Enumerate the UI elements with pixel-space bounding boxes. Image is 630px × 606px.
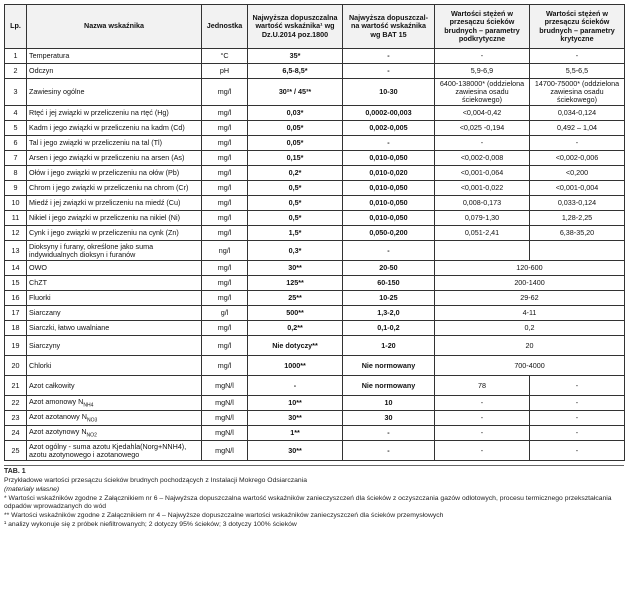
table-number: TAB. 1: [4, 468, 26, 476]
table-row: [5, 241, 625, 261]
cell-lp: 16: [5, 291, 27, 306]
cell-name: Ołów i jego związki w przeliczeniu na ołów (Pb): [27, 166, 202, 181]
cell-dz: 6,5-8,5*: [248, 64, 343, 79]
cell-dz: 0,3*: [248, 241, 343, 261]
cell-unit: mgN/l: [202, 396, 248, 411]
cell-unit: mg/l: [202, 196, 248, 211]
table-row: [5, 261, 625, 276]
cell-dz: 30**: [248, 261, 343, 276]
cell-name: [27, 396, 202, 411]
table-row: [5, 64, 625, 79]
cell-subcritical: -: [435, 396, 530, 411]
cell-critical: 0,034-0,124: [530, 106, 625, 121]
cell-name: Nikiel i jego związki w przeliczeniu na nikiel (Ni): [27, 211, 202, 226]
cell-range-merged: 700-4000: [435, 356, 625, 376]
nitrogen-subscript: NO2: [86, 432, 97, 439]
cell-unit: mg/l: [202, 336, 248, 356]
cell-lp: 13: [5, 241, 27, 261]
cell-name: Cynk i jego związki w przeliczeniu na cynk (Zn): [27, 226, 202, 241]
cell-unit: mgN/l: [202, 411, 248, 426]
cell-range-merged: 4-11: [435, 306, 625, 321]
name-text: Azot azotynowy: [29, 426, 80, 436]
cell-lp: 12: [5, 226, 27, 241]
cell-name: Siarczki, łatwo uwalniane: [27, 321, 202, 336]
cell-unit: mgN/l: [202, 426, 248, 441]
cell-lp: 5: [5, 121, 27, 136]
cell-bat: 10-25: [343, 291, 435, 306]
cell-critical: <0,200: [530, 166, 625, 181]
cell-subcritical: -: [435, 49, 530, 64]
cell-critical: 14700-75000* (oddzielona zawiesina osadu ściekowego): [530, 79, 625, 106]
cell-lp: 11: [5, 211, 27, 226]
header-subcritical: Wartości stężeń w przesączu ścieków brudnych – parametry podkrytyczne: [435, 5, 530, 49]
cell-dz: 1,5*: [248, 226, 343, 241]
table-row: [5, 336, 625, 356]
cell-unit: mg/l: [202, 136, 248, 151]
cell-unit: mg/l: [202, 356, 248, 376]
nitrogen-subscript: NH4: [83, 402, 94, 409]
cell-range-merged: 29-62: [435, 291, 625, 306]
cell-subcritical: -: [435, 441, 530, 461]
cell-subcritical: -: [435, 426, 530, 441]
cell-subcritical: <0,001-0,064: [435, 166, 530, 181]
cell-subcritical: <0,002-0,008: [435, 151, 530, 166]
cell-dz: 0,15*: [248, 151, 343, 166]
cell-dz: 35*: [248, 49, 343, 64]
cell-dz: 0,5*: [248, 181, 343, 196]
table-row: [5, 276, 625, 291]
cell-unit: ng/l: [202, 241, 248, 261]
cell-unit: mg/l: [202, 211, 248, 226]
cell-bat: 0,010-0,050: [343, 196, 435, 211]
cell-name: Tal i jego związki w przeliczeniu na tal (Tl): [27, 136, 202, 151]
cell-range-merged: 200-1400: [435, 276, 625, 291]
cell-unit: mg/l: [202, 121, 248, 136]
cell-critical: -: [530, 396, 625, 411]
header-bat: Najwyższa dopuszczal-na wartość wskaźnika wg BAT 15: [343, 5, 435, 49]
cell-bat: 0,1-0,2: [343, 321, 435, 336]
cell-name: [27, 411, 202, 426]
cell-range-merged: 20: [435, 336, 625, 356]
cell-bat: 60-150: [343, 276, 435, 291]
cell-dz: 0,03*: [248, 106, 343, 121]
nitrogen-symbol: N: [76, 396, 84, 406]
cell-lp: 3: [5, 79, 27, 106]
cell-subcritical: 0,051-2,41: [435, 226, 530, 241]
cell-subcritical: -: [435, 411, 530, 426]
cell-subcritical: <0,004-0,42: [435, 106, 530, 121]
cell-dz: 0,2*: [248, 166, 343, 181]
cell-unit: mgN/l: [202, 441, 248, 461]
cell-bat: 0,002-0,005: [343, 121, 435, 136]
cell-bat: 1,3-2,0: [343, 306, 435, 321]
cell-name: Chlorki: [27, 356, 202, 376]
cell-lp: 10: [5, 196, 27, 211]
table-row: [5, 196, 625, 211]
cell-unit: mgN/l: [202, 376, 248, 396]
cell-critical: 5,5-6,5: [530, 64, 625, 79]
cell-unit: mg/l: [202, 151, 248, 166]
cell-dz: 30**: [248, 441, 343, 461]
cell-bat: 0,010-0,020: [343, 166, 435, 181]
cell-lp: 4: [5, 106, 27, 121]
cell-lp: 6: [5, 136, 27, 151]
cell-subcritical: <0,025 -0,194: [435, 121, 530, 136]
cell-lp: 9: [5, 181, 27, 196]
cell-critical: <0,001-0,004: [530, 181, 625, 196]
cell-bat: -: [343, 441, 435, 461]
cell-name: Azot całkowity: [27, 376, 202, 396]
cell-dz: Nie dotyczy**: [248, 336, 343, 356]
source: (materiały własne): [4, 485, 60, 493]
cell-name: Miedź i jej związki w przeliczeniu na miedź (Cu): [27, 196, 202, 211]
cell-name: Dioksyny i furany, określone jako suma indywidualnych dioksyn i furanów: [27, 241, 202, 261]
cell-subcritical: 0,079-1,30: [435, 211, 530, 226]
cell-bat: 0,010-0,050: [343, 151, 435, 166]
cell-critical: [530, 241, 625, 261]
cell-name: Arsen i jego związki w przeliczeniu na arsen (As): [27, 151, 202, 166]
cell-lp: 15: [5, 276, 27, 291]
cell-name: Azot ogólny - suma azotu Kjedahla(Norg+NNH4), azotu azotynowego i azotanowego: [27, 441, 202, 461]
table-row: [5, 426, 625, 441]
cell-bat: 0,010-0,050: [343, 211, 435, 226]
header-unit: Jednostka: [202, 5, 248, 49]
cell-critical: -: [530, 376, 625, 396]
name-text: Azot amonowy: [29, 396, 77, 406]
cell-name: Rtęć i jej związki w przeliczeniu na rtęć (Hg): [27, 106, 202, 121]
table-row: [5, 321, 625, 336]
table-row: [5, 211, 625, 226]
cell-lp: 20: [5, 356, 27, 376]
cell-lp: 17: [5, 306, 27, 321]
cell-name: Siarczyny: [27, 336, 202, 356]
cell-critical: 1,28-2,25: [530, 211, 625, 226]
table-row: [5, 356, 625, 376]
cell-lp: 25: [5, 441, 27, 461]
cell-unit: mg/l: [202, 79, 248, 106]
cell-critical: <0,002-0,006: [530, 151, 625, 166]
cell-range-merged: 0,2: [435, 321, 625, 336]
header-dz: Najwyższa dopuszczalna wartość wskaźnika¹ wg Dz.U.2014 poz.1800: [248, 5, 343, 49]
cell-dz: 125**: [248, 276, 343, 291]
cell-lp: 7: [5, 151, 27, 166]
cell-dz: 0,05*: [248, 136, 343, 151]
table-row: [5, 136, 625, 151]
cell-name: Odczyn: [27, 64, 202, 79]
table-row: [5, 396, 625, 411]
cell-subcritical: 78: [435, 376, 530, 396]
cell-unit: mg/l: [202, 291, 248, 306]
cell-name: Fluorki: [27, 291, 202, 306]
cell-dz: 500**: [248, 306, 343, 321]
table-row: [5, 181, 625, 196]
cell-lp: 2: [5, 64, 27, 79]
cell-critical: 0,492 – 1,04: [530, 121, 625, 136]
cell-unit: mg/l: [202, 276, 248, 291]
nitrogen-symbol: N: [79, 411, 87, 421]
header-name: Nazwa wskaźnika: [27, 5, 202, 49]
cell-lp: 21: [5, 376, 27, 396]
cell-dz: 0,5*: [248, 211, 343, 226]
cell-lp: 18: [5, 321, 27, 336]
cell-bat: -: [343, 64, 435, 79]
cell-subcritical: -: [435, 136, 530, 151]
cell-bat: -: [343, 241, 435, 261]
cell-bat: 20-50: [343, 261, 435, 276]
cell-bat: -: [343, 136, 435, 151]
cell-critical: -: [530, 136, 625, 151]
cell-subcritical: <0,001-0,022: [435, 181, 530, 196]
cell-lp: 14: [5, 261, 27, 276]
cell-name: Temperatura: [27, 49, 202, 64]
cell-critical: 0,033-0,124: [530, 196, 625, 211]
cell-dz: 30**: [248, 411, 343, 426]
table-row: [5, 121, 625, 136]
cell-unit: mg/l: [202, 226, 248, 241]
cell-unit: mg/l: [202, 106, 248, 121]
cell-dz: 0,05*: [248, 121, 343, 136]
cell-critical: -: [530, 49, 625, 64]
cell-dz: 30²* / 45³*: [248, 79, 343, 106]
cell-bat: Nie normowany: [343, 376, 435, 396]
cell-bat: 30: [343, 411, 435, 426]
cell-unit: mg/l: [202, 181, 248, 196]
cell-bat: -: [343, 49, 435, 64]
cell-dz: 0,2**: [248, 321, 343, 336]
header-row: [5, 5, 625, 49]
data-table: [4, 4, 625, 461]
name-text: Azot azotanowy: [29, 411, 80, 421]
footnote-3: ¹ analizy wykonuje się z próbek niefiltrowanych; 2 dotyczy 95% ścieków; 3 dotyczy 100% ścieków: [4, 520, 297, 528]
table-row: [5, 306, 625, 321]
nitrogen-subscript: NO3: [86, 417, 98, 424]
cell-bat: 0,050-0,200: [343, 226, 435, 241]
cell-bat: Nie normowany: [343, 356, 435, 376]
cell-bat: 0,0002-00,003: [343, 106, 435, 121]
cell-lp: 24: [5, 426, 27, 441]
table-row: [5, 49, 625, 64]
table-row: [5, 376, 625, 396]
cell-critical: -: [530, 411, 625, 426]
cell-critical: -: [530, 441, 625, 461]
cell-lp: 23: [5, 411, 27, 426]
cell-name: ChZT: [27, 276, 202, 291]
table-row: [5, 151, 625, 166]
footnotes: [4, 465, 624, 529]
cell-name: Chrom i jego związki w przeliczeniu na chrom (Cr): [27, 181, 202, 196]
cell-unit: mg/l: [202, 166, 248, 181]
cell-bat: 1-20: [343, 336, 435, 356]
table-row: [5, 106, 625, 121]
cell-lp: 1: [5, 49, 27, 64]
cell-unit: °C: [202, 49, 248, 64]
table-row: [5, 226, 625, 241]
cell-name: OWO: [27, 261, 202, 276]
cell-subcritical: 0,008-0,173: [435, 196, 530, 211]
cell-name: Siarczany: [27, 306, 202, 321]
cell-name: [27, 426, 202, 441]
cell-lp: 19: [5, 336, 27, 356]
table-body: [5, 49, 625, 461]
divider: [4, 465, 624, 466]
cell-bat: -: [343, 426, 435, 441]
cell-dz: 10**: [248, 396, 343, 411]
footnote-1: * Wartości wskaźników zgodne z Załącznikiem nr 6 – Najwyższa dopuszczalna wartość wskaźników zanieczyszczeń dla ścieków z oczyszczania gazów odlotowych, procesu termicznego przekształcania odpadów wprowadzanych do wód: [4, 494, 612, 511]
document: [4, 4, 624, 529]
caption: Przykładowe wartości przesączu ścieków brudnych pochodzących z Instalacji Mokrego Odsiarczania: [4, 477, 307, 485]
cell-unit: g/l: [202, 306, 248, 321]
nitrogen-symbol: N: [79, 426, 87, 436]
cell-unit: mg/l: [202, 261, 248, 276]
cell-bat: 10: [343, 396, 435, 411]
cell-critical: -: [530, 426, 625, 441]
cell-bat: 10-30: [343, 79, 435, 106]
table-row: [5, 411, 625, 426]
cell-dz: -: [248, 376, 343, 396]
cell-lp: 8: [5, 166, 27, 181]
cell-unit: mg/l: [202, 321, 248, 336]
cell-subcritical: [435, 241, 530, 261]
cell-subcritical: 5,9-6,9: [435, 64, 530, 79]
cell-dz: 1**: [248, 426, 343, 441]
cell-name: Kadm i jego związki w przeliczeniu na kadm (Cd): [27, 121, 202, 136]
cell-unit: pH: [202, 64, 248, 79]
table-row: [5, 79, 625, 106]
cell-range-merged: 120-600: [435, 261, 625, 276]
cell-dz: 25**: [248, 291, 343, 306]
header-lp: Lp.: [5, 5, 27, 49]
cell-bat: 0,010-0,050: [343, 181, 435, 196]
cell-name: Zawiesiny ogólne: [27, 79, 202, 106]
header-critical: Wartości stężeń w przesączu ścieków brudnych – parametry krytyczne: [530, 5, 625, 49]
cell-dz: 0,5*: [248, 196, 343, 211]
table-row: [5, 441, 625, 461]
cell-dz: 1000**: [248, 356, 343, 376]
table-row: [5, 166, 625, 181]
cell-critical: 6,38-35,20: [530, 226, 625, 241]
cell-lp: 22: [5, 396, 27, 411]
table-row: [5, 291, 625, 306]
footnote-2: ** Wartości wskaźników zgodne z Załącznikiem nr 4 – Najwyższe dopuszczalne wartości wskaźników zanieczyszczeń dla ścieków przemysłowych: [4, 511, 444, 519]
cell-subcritical: 6400-138000* (oddzielona zawiesina osadu ściekowego): [435, 79, 530, 106]
